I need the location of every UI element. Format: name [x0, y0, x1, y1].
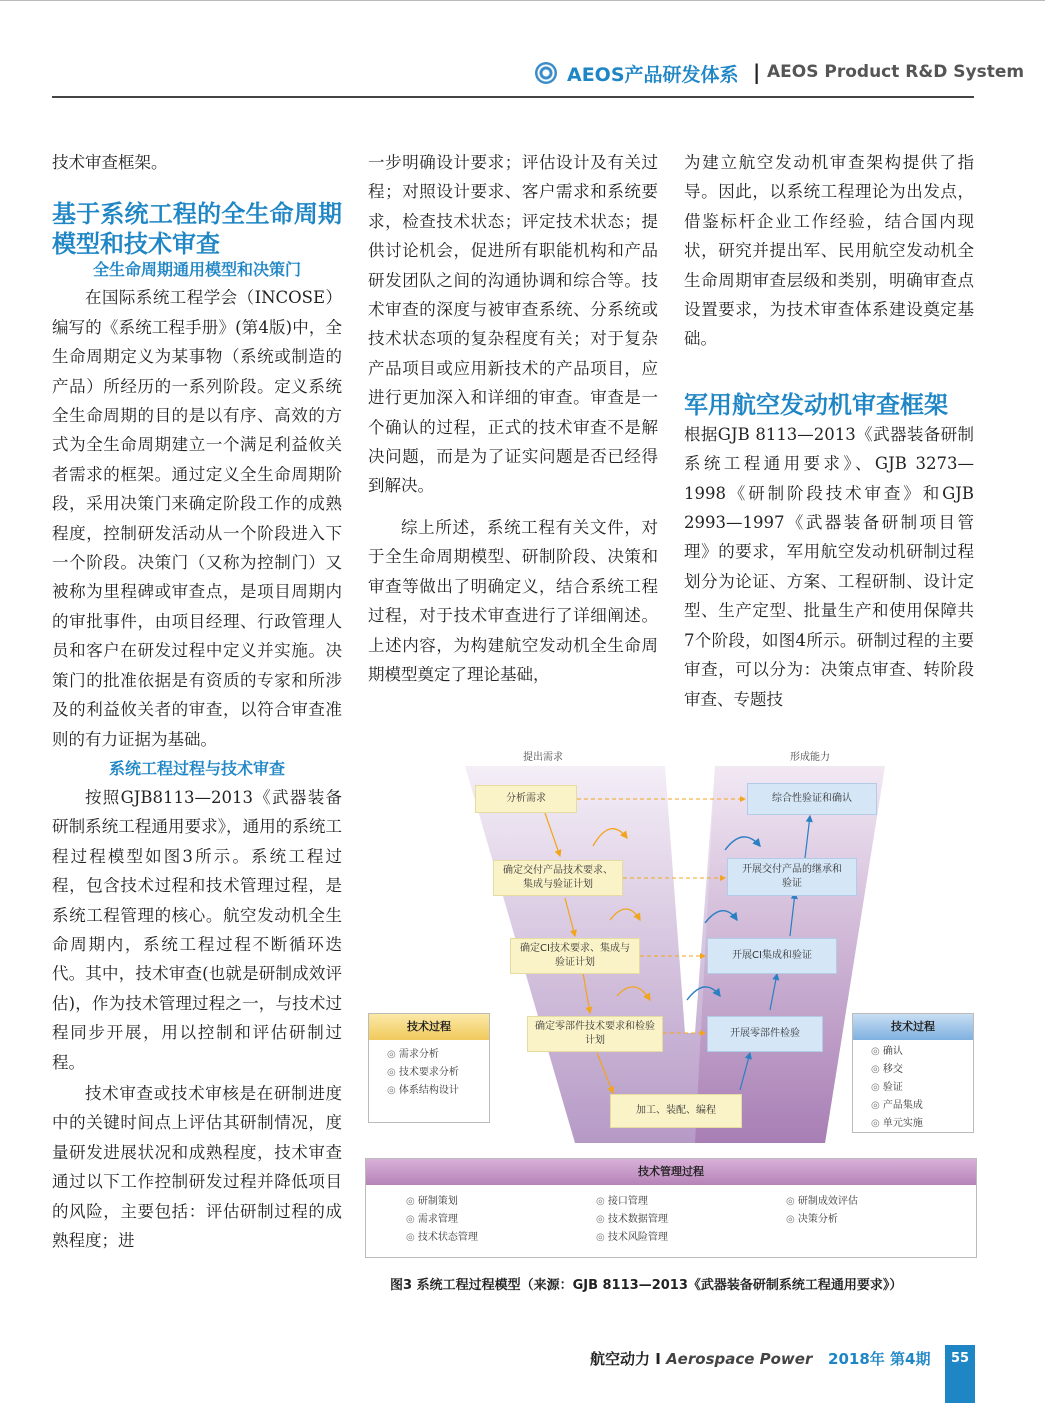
- column-2: [368, 148, 658, 689]
- header-separator: |: [753, 60, 761, 84]
- footer-journal-cn: 航空动力: [590, 1350, 651, 1368]
- mgmt-item: ◎ 技术风险管理: [596, 1229, 786, 1247]
- panel-right-item: ◎ 验证: [871, 1079, 973, 1097]
- box-product-verification: 开展交付产品的继承和验证: [727, 858, 857, 896]
- mgmt-item: ◎ 需求管理: [406, 1211, 596, 1229]
- page-footer: [590, 1348, 930, 1369]
- footer-issue: 2018年 第4期: [828, 1350, 931, 1368]
- col1-paragraph-1: 在国际系统工程学会（INCOSE）编写的《系统工程手册》(第4版)中，全生命周期定义为某事物（系统或制造的产品）所经历的一系列阶段。定义系统全生命周期的目的是以有序、高效的方式为全生命周期建立一个满足利益攸关者需求的框架。通过定义全生命周期阶段，采用决策门来确定阶段工作的成熟程度，控制研发活动从一个阶段进入下一个阶段。决策门（又称为控制门）又被称为里程碑或审查点，是项目周期内的审批事件，由项目经理、行政管理人员和客户在研发过程中定义并实施。决策门的批准依据是有资质的专家和所涉及的利益攸关者的审查，以符合审查准则的有力证据为基础。: [52, 288, 342, 749]
- mgmt-list-3: [786, 1193, 976, 1247]
- panel-right-item: ◎ 产品集成: [871, 1097, 973, 1115]
- top-border: [0, 0, 1045, 1]
- box-integrated-validation: 综合性验证和确认: [747, 783, 877, 815]
- mgmt-list-2: [596, 1193, 786, 1247]
- page-number: 55: [945, 1345, 975, 1403]
- col3-paragraph-1: 为建立航空发动机审查架构提供了指导。因此，以系统工程理论为出发点，借鉴标杆企业工作经验，结合国内现状，研究并提出军、民用航空发动机全生命周期审查层级和类别，明确审查点设置要求，为技术审查体系建设奠定基础。: [684, 153, 974, 349]
- col3-paragraph-2: 根据GJB 8113—2013《武器装备研制系统工程通用要求》、GJB 3273—1998《研制阶段技术审查》和GJB 2993—1997《武器装备研制项目管理》的要求，军用航空发动机研制过程划分为论证、方案、工程研制、设计定型、生产定型、批量生产和使用保障共7个阶段，如图4所示。研制过程的主要审查，可以分为：决策点审查、转阶段审查、专题技: [684, 424, 974, 709]
- column-1: [52, 148, 342, 1255]
- panel-right-item: ◎ 确认: [871, 1043, 973, 1061]
- panel-technical-process-right: [852, 1013, 974, 1133]
- box-define-ci-req: 确定CI技术要求、集成与验证计划: [510, 938, 640, 974]
- mgmt-item: ◎ 接口管理: [596, 1193, 786, 1211]
- col1-paragraph-2: 按照GJB8113—2013《武器装备研制系统工程通用要求》，通用的系统工程过程模型如图3所示。系统工程过程，包含技术过程和技术管理过程，是系统工程管理的核心。航空发动机全生命周期内，系统工程过程不断循环迭代。其中，技术审查(也就是研制成效评估)，作为技术管理过程之一，与技术过程同步开展，用以控制和评估研制过程。: [52, 787, 342, 1072]
- figure-3: [365, 738, 977, 1258]
- box-analyze-needs: 分析需求: [475, 785, 577, 813]
- col2-paragraph-1: 一步明确设计要求；评估设计及有关过程；对照设计要求、客户需求和系统要求，检查技术状态；评定技术状态；提供讨论机会，促进所有职能机构和产品研发团队之间的沟通协调和综合等。技术审查的深度与被审查系统、分系统或技术状态项的复杂程度有关；对于复杂产品项目或应用新技术的产品项目，应进行更加深入和详细的审查。审查是一个确认的过程，正式的技术审查不是解决问题，而是为了证实问题是否已经得到解决。: [368, 153, 658, 496]
- subsection-title-1: 全生命周期通用模型和决策门: [92, 260, 301, 280]
- panel-right-item: ◎ 单元实施: [871, 1115, 973, 1133]
- box-manufacture: 加工、装配、编程: [610, 1094, 742, 1128]
- panel-left-title: 技术过程: [369, 1014, 489, 1040]
- section-title-2: 军用航空发动机审查框架: [684, 390, 948, 419]
- column-3: [684, 148, 974, 714]
- mgmt-title: 技术管理过程: [366, 1159, 976, 1185]
- footer-journal-en: Aerospace Power: [666, 1350, 813, 1368]
- aeos-logo-icon: [535, 62, 557, 84]
- panel-technical-process-left: [368, 1013, 490, 1123]
- box-define-parts-req: 确定零部件技术要求和检验计划: [527, 1016, 663, 1052]
- section-title-1: 基于系统工程的全生命周期模型和技术审查: [52, 200, 342, 259]
- mgmt-item: ◎ 技术数据管理: [596, 1211, 786, 1229]
- panel-left-item: ◎ 体系结构设计: [387, 1082, 489, 1100]
- col2-paragraph-2: 综上所述，系统工程有关文件，对于全生命周期模型、研制阶段、决策和审查等做出了明确定义，结合系统工程过程，对于技术审查进行了详细阐述。上述内容，为构建航空发动机全生命周期模型奠定了理论基础，: [368, 517, 658, 684]
- header-rule: [52, 96, 974, 98]
- panel-technical-management: [365, 1158, 977, 1258]
- panel-right-item: ◎ 移交: [871, 1061, 973, 1079]
- figure-caption: 图3 系统工程过程模型（来源：GJB 8113—2013《武器装备研制系统工程通用要求》）: [390, 1278, 903, 1293]
- mgmt-item: ◎ 技术状态管理: [406, 1229, 596, 1247]
- footer-separator: I: [655, 1350, 661, 1368]
- panel-right-list: [853, 1040, 973, 1133]
- panel-right-title: 技术过程: [853, 1014, 973, 1040]
- running-header: [535, 60, 1025, 86]
- panel-left-list: [369, 1040, 489, 1100]
- box-parts-inspection: 开展零部件检验: [707, 1016, 823, 1052]
- box-ci-integration: 开展CI集成和验证: [707, 938, 837, 974]
- mgmt-item: ◎ 研制策划: [406, 1193, 596, 1211]
- mgmt-list-1: [406, 1193, 596, 1247]
- box-define-product-req: 确定交付产品技术要求、集成与验证计划: [493, 860, 623, 896]
- panel-left-item: ◎ 技术要求分析: [387, 1064, 489, 1082]
- col1-paragraph-3: 技术审查或技术审核是在研制进度中的关键时间点上评估其研制情况，度量研发进展状况和成熟程度，技术审查通过以下工作控制研发过程并降低项目的风险，主要包括：评估研制过程的成熟程度；进: [52, 1083, 342, 1250]
- header-title-cn: AEOS产品研发体系: [567, 64, 739, 86]
- label-form-capability: 形成能力: [790, 752, 830, 763]
- header-title-en: AEOS Product R&D System: [767, 62, 1025, 82]
- label-propose-needs: 提出需求: [523, 752, 563, 763]
- subsection-title-2: 系统工程过程与技术审查: [108, 758, 285, 778]
- mgmt-item: ◎ 研制成效评估: [786, 1193, 976, 1211]
- col1-lead: 技术审查框架。: [52, 153, 168, 172]
- panel-left-item: ◎ 需求分析: [387, 1046, 489, 1064]
- mgmt-item: ◎ 决策分析: [786, 1211, 976, 1229]
